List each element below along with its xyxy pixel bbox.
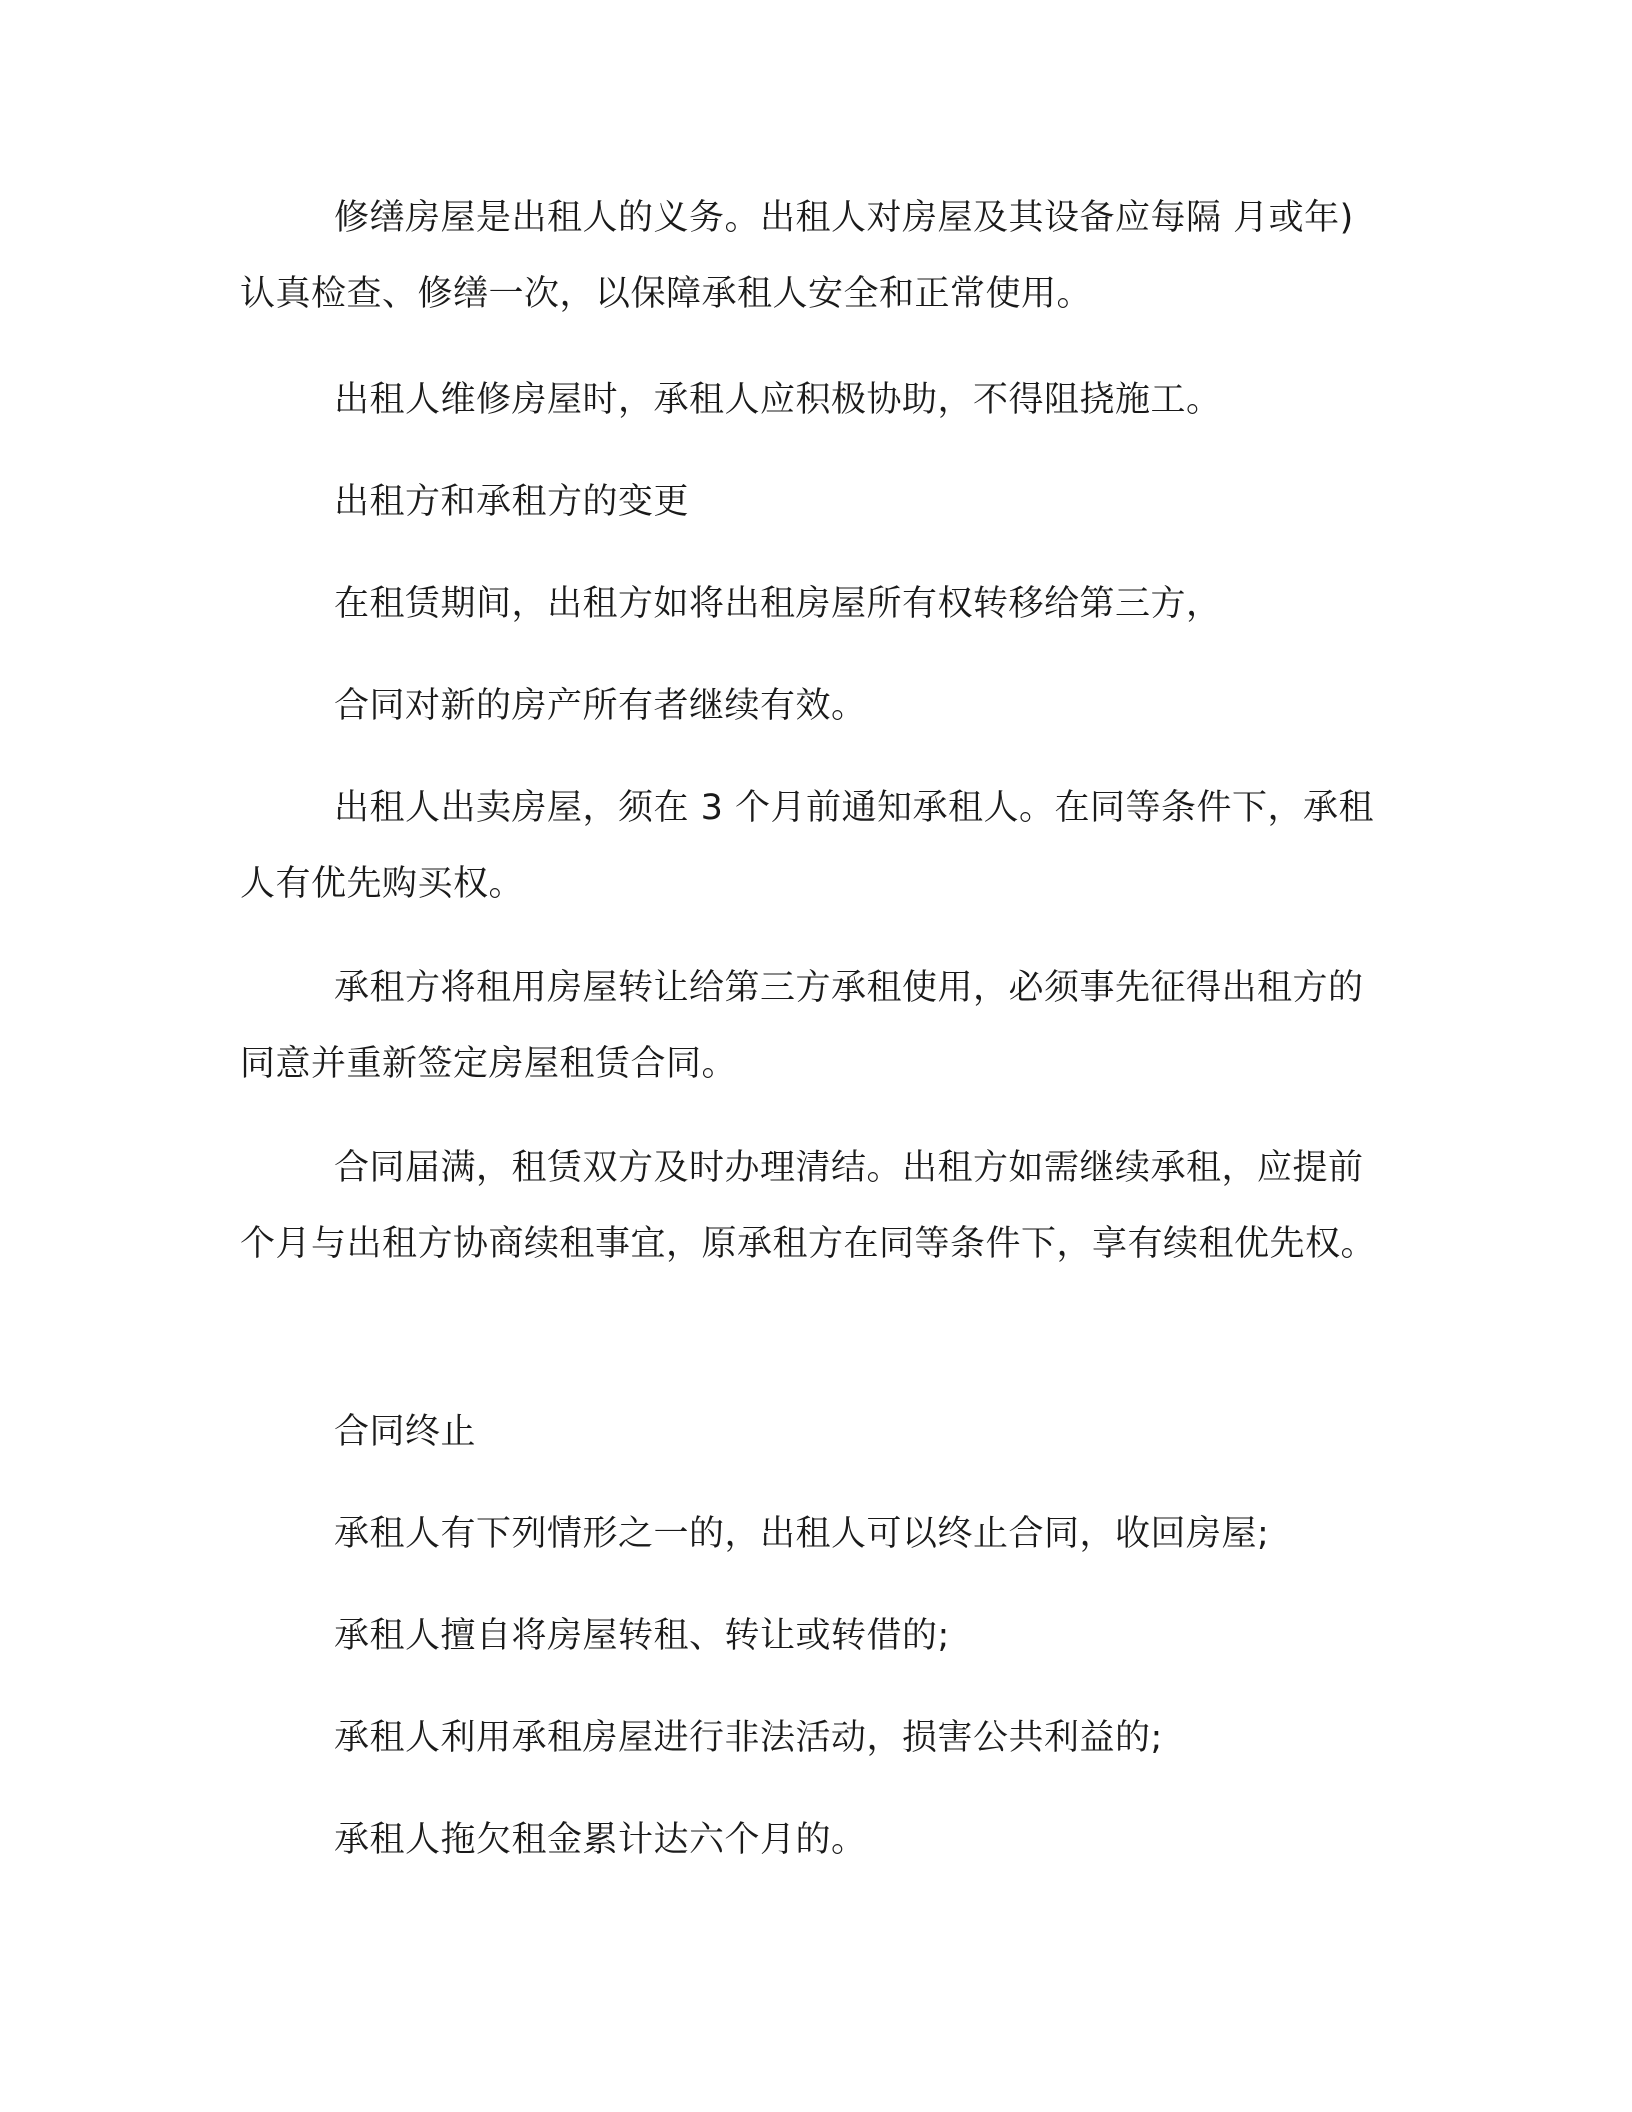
list-item-rent-arrears: 承租人拖欠租金累计达六个月的。: [334, 1820, 867, 1860]
paragraph-termination-intro: 承租人有下列情形之一的，出租人可以终止合同，收回房屋;: [334, 1514, 1270, 1554]
paragraph-repair-cooperation: 出租人维修房屋时，承租人应积极协助，不得阻挠施工。: [334, 380, 1222, 420]
paragraph-sublease-consent: 承租方将租用房屋转让给第三方承租使用，必须事先征得出租方的同意并重新签定房屋租赁合同。: [240, 968, 1364, 1084]
list-item-unauthorized-sublet: 承租人擅自将房屋转租、转让或转借的;: [334, 1616, 950, 1656]
paragraph-sale-notice: 出租人出卖房屋，须在 3 个月前通知承租人。在同等条件下，承租人有优先购买权。: [240, 788, 1375, 904]
section-heading-party-change: 出租方和承租方的变更: [334, 482, 690, 522]
paragraph-renewal: 合同届满，租赁双方及时办理清结。出租方如需继续承租，应提前 个月与出租方协商续租事宜，原承租方在同等条件下，享有续租优先权。: [240, 1148, 1377, 1264]
paragraph-ownership-transfer: 在租赁期间，出租方如将出租房屋所有权转移给第三方，: [334, 584, 1222, 624]
paragraph-repair-obligation: 修缮房屋是出租人的义务。出租人对房屋及其设备应每隔 月或年)认真检查、修缮一次，以保障承租人安全和正常使用。: [240, 198, 1354, 314]
section-heading-termination: 合同终止: [334, 1412, 477, 1452]
list-item-illegal-activity: 承租人利用承租房屋进行非法活动，损害公共利益的;: [334, 1718, 1163, 1758]
paragraph-contract-validity: 合同对新的房产所有者继续有效。: [334, 686, 867, 726]
